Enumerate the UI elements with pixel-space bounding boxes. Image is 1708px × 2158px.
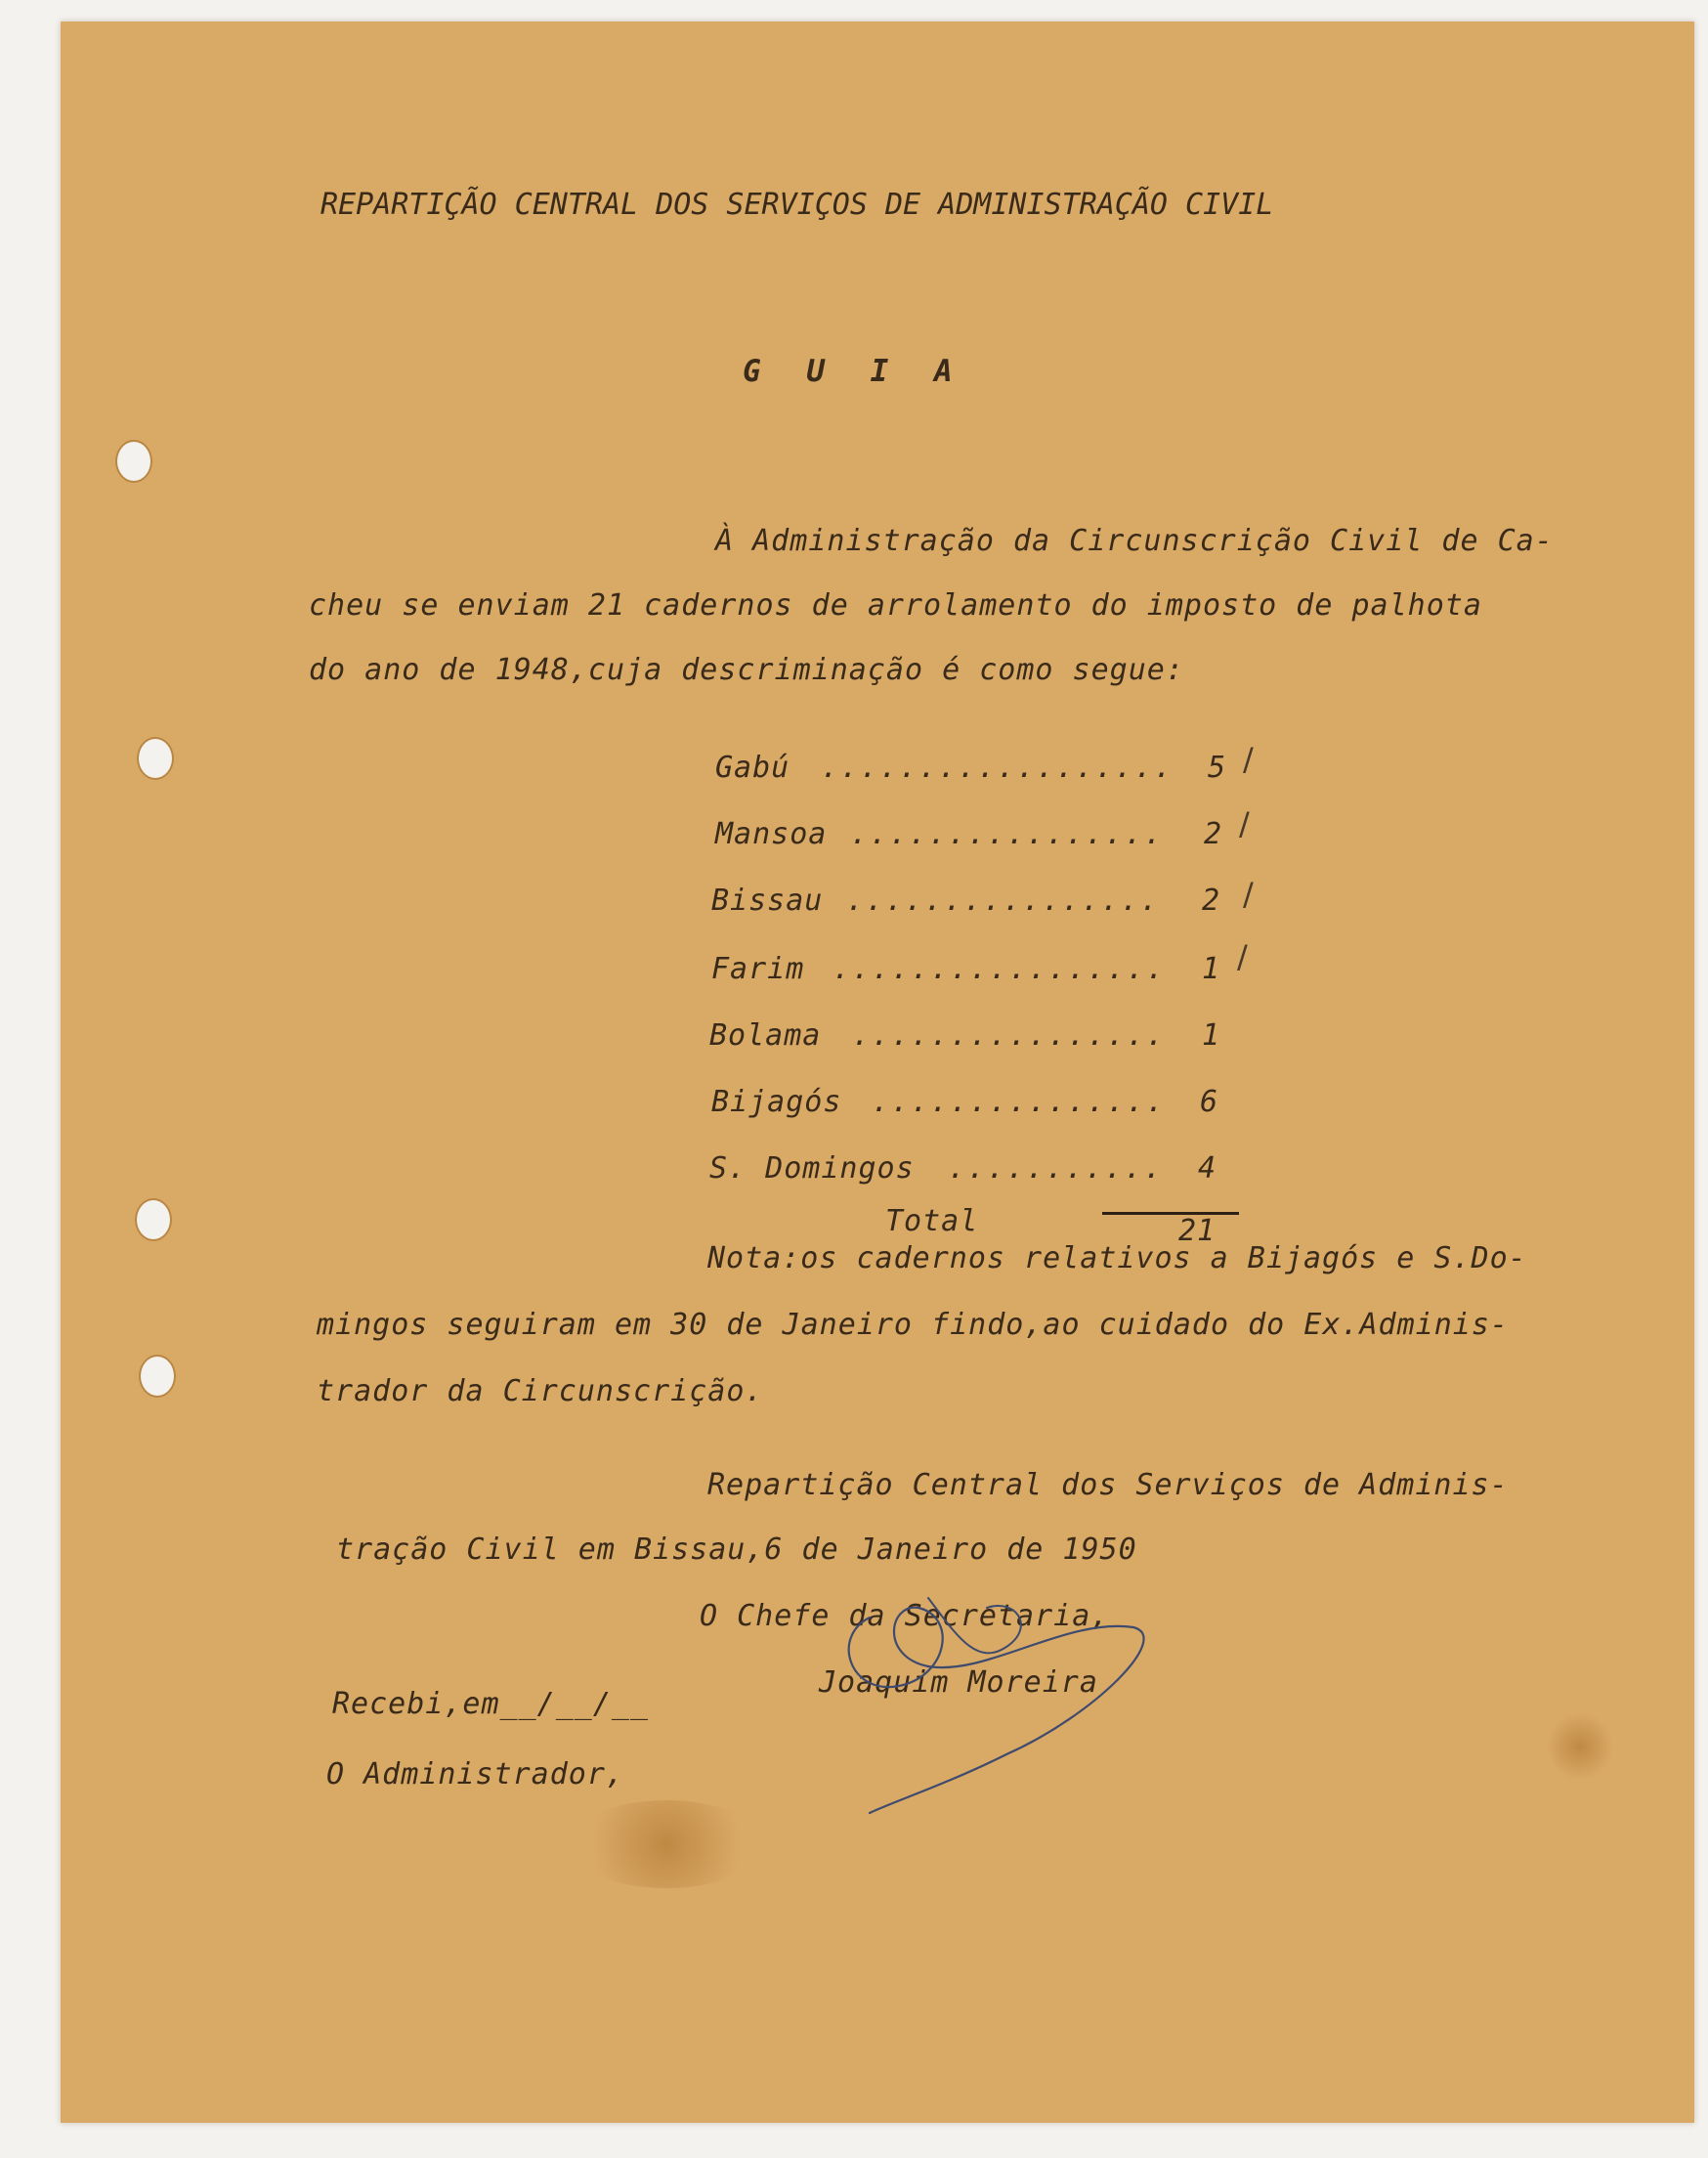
check-mark: / [1239,805,1250,842]
item-count: 4 [1198,1151,1217,1186]
intro-line-3: do ano de 1948,cuja descriminação é como segue: [309,653,1184,687]
item-name: Bissau [711,884,824,918]
signature-title: O Chefe da Secretaria, [700,1599,1110,1633]
check-mark: / [1243,741,1254,778]
punch-hole [139,1355,176,1398]
handwritten-signature [811,1578,1163,1823]
total-label: Total [885,1204,979,1238]
item-count: 5 [1208,751,1227,785]
document-title: G U I A [743,354,966,389]
punch-hole [135,1198,172,1241]
item-count: 2 [1204,817,1223,851]
intro-line-1: À Administração da Circunscrição Civil de Ca- [715,524,1554,558]
received-line: Recebi,em__/__/__ [332,1687,650,1721]
item-name: Mansoa [715,817,828,851]
office-heading: REPARTIÇÃO CENTRAL DOS SERVIÇOS DE ADMINISTRAÇÃO CIVIL [320,188,1274,222]
administrator-label: O Administrador, [326,1757,624,1791]
check-mark: / [1237,938,1248,975]
place-date-line-1: Repartição Central dos Serviços de Adminis- [707,1468,1509,1502]
item-count: 6 [1200,1085,1219,1119]
note-line-3: trador da Circunscrição. [317,1374,764,1408]
punch-hole [115,440,152,483]
total-value: 21 [1178,1214,1217,1248]
item-name: Farim [711,952,805,986]
signature-name: Joaquim Moreira [819,1665,1098,1700]
item-count: 1 [1202,952,1221,986]
place-date-line-2: tração Civil em Bissau,6 de Janeiro de 1950 [336,1532,1137,1567]
item-dots: ................. [833,952,1167,986]
check-mark: / [1243,876,1254,913]
item-name: S. Domingos [709,1151,915,1186]
punch-hole [137,737,174,780]
item-dots: .................. [821,751,1174,785]
note-line-1: Nota:os cadernos relativos a Bijagós e S.Do- [707,1241,1527,1275]
item-dots: ............... [872,1085,1166,1119]
stain [1546,1712,1614,1781]
stain [569,1800,764,1888]
item-dots: ................ [850,817,1164,851]
item-count: 2 [1202,884,1221,918]
note-line-2: mingos seguiram em 30 de Janeiro findo,ao cuidado do Ex.Adminis- [317,1308,1509,1342]
item-dots: ................ [852,1018,1166,1053]
item-dots: ................ [846,884,1160,918]
item-name: Bolama [709,1018,822,1053]
item-name: Bijagós [711,1085,842,1119]
total-rule [1102,1212,1239,1215]
item-name: Gabú [715,751,790,785]
intro-line-2: cheu se enviam 21 cadernos de arrolamento do imposto de palhota [309,588,1482,623]
item-dots: ........... [948,1151,1164,1186]
item-count: 1 [1202,1018,1221,1053]
